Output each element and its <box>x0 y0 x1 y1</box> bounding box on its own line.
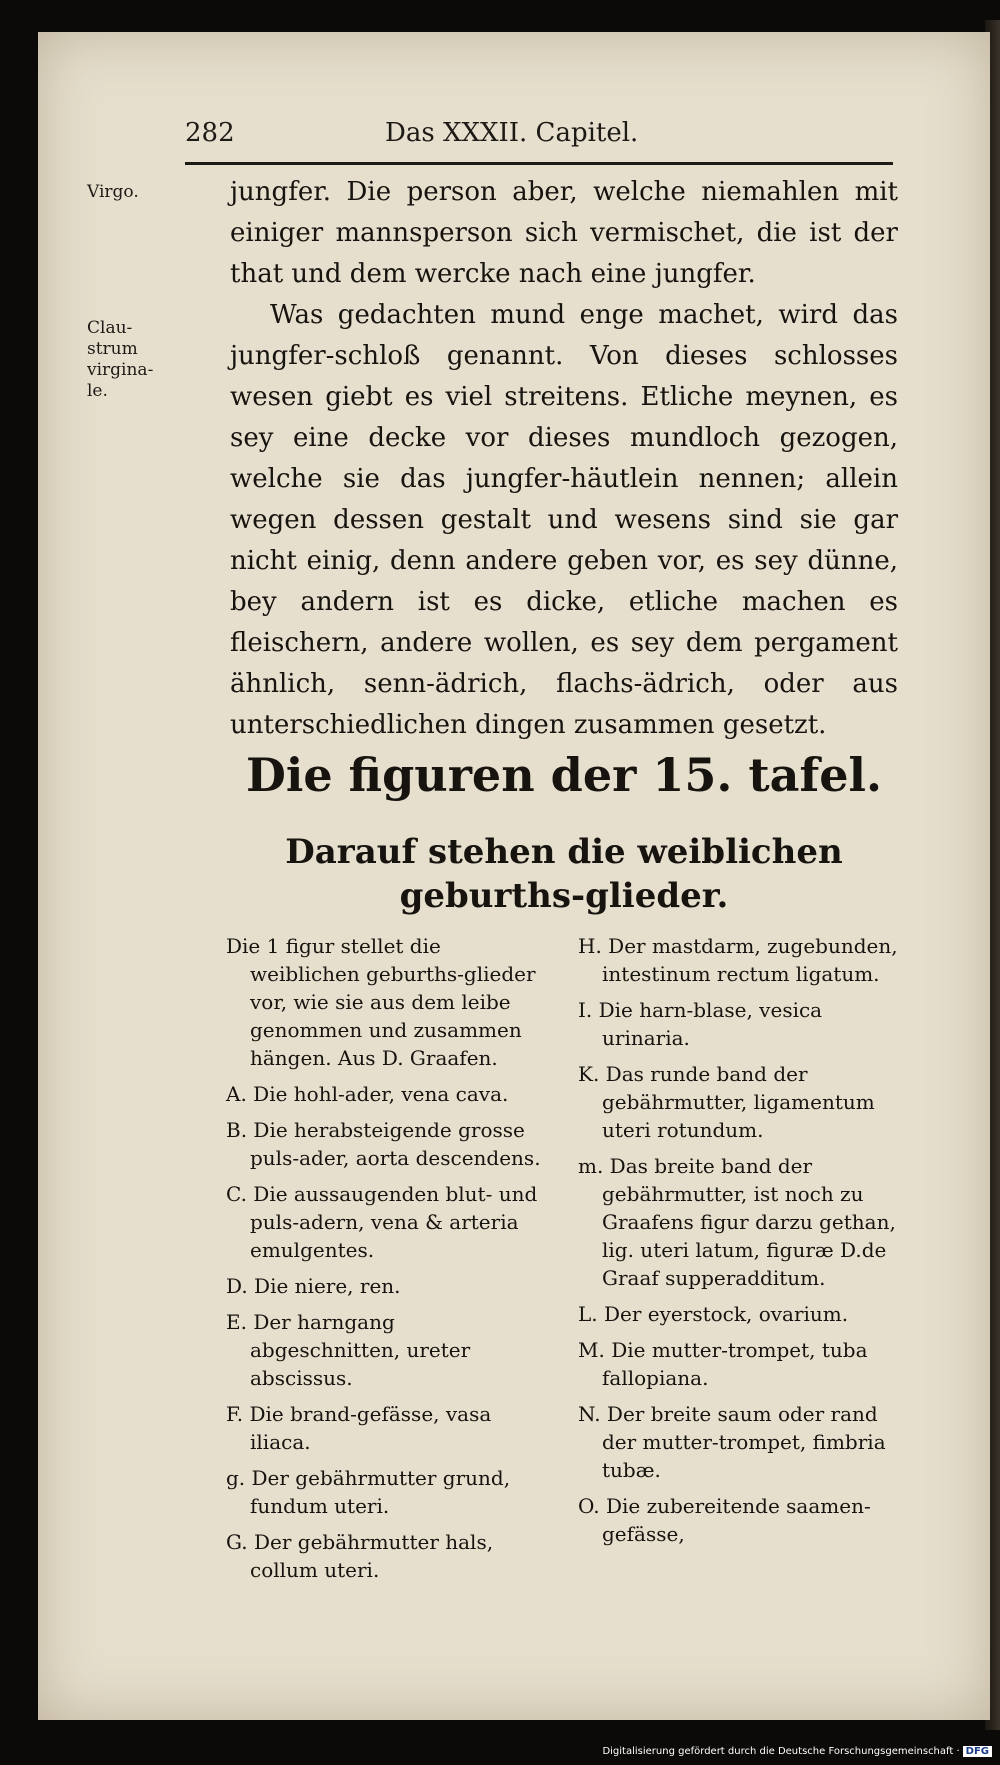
legend-entry: B. Die herabsteigende grosse puls-ader, aorta descendens. <box>226 1118 541 1170</box>
section-title: Die figuren der 15. tafel. <box>246 748 882 802</box>
legend-entry: I. Die harn-blase, vesica urinaria. <box>578 998 823 1050</box>
legend-entry: D. Die niere, ren. <box>226 1274 401 1298</box>
legend-entry: H. Der mastdarm, zugebunden, intestinum rectum ligatum. <box>578 934 898 986</box>
legend-entry: N. Der breite saum oder rand der mutter-trompet, fimbria tubæ. <box>578 1402 886 1482</box>
legend-entry: g. Der gebährmutter grund, fundum uteri. <box>226 1466 511 1518</box>
legend-entry: O. Die zubereitende saamen-gefässe, <box>578 1494 871 1546</box>
credit-text: Digitalisierung gefördert durch die Deutsche Forschungsgemeinschaft · <box>602 1746 960 1757</box>
legend-entry: E. Der harngang abgeschnitten, ureter abscissus. <box>226 1310 471 1390</box>
legend-entry: Die 1 figur stellet die weiblichen geburths-glieder vor, wie sie aus dem leibe genommen und zusammen hängen. Aus D. Graafen. <box>226 934 536 1070</box>
margin-note-claustrum: Clau- strum virgina- le. <box>87 318 154 401</box>
legend-entry: G. Der gebährmutter hals, collum uteri. <box>226 1530 494 1582</box>
paragraph: Was gedachten mund enge machet, wird das jungfer-schloß genannt. Von dieses schlosses wesen giebt es viel streitens. Etliche meynen, es sey eine decke vor dieses mundloch gezogen, welche sie das jungfer-häutlein nennen; allein wegen dessen gestalt und wesens sind sie gar nicht einig, denn andere geben vor, es sey dünne, bey andern ist es dicke, etliche machen es fleischern, andere wollen, es sey dem pergament ähnlich, senn-ädrich, flachs-ädrich, oder aus unterschiedlichen dingen zusammen gesetzt. <box>230 300 898 740</box>
running-title: Das XXXII. Capitel. <box>385 118 639 148</box>
legend-entry: M. Die mutter-trompet, tuba fallopiana. <box>578 1338 868 1390</box>
body-text <box>230 172 898 746</box>
legend-entry: K. Das runde band der gebährmutter, ligamentum uteri rotundum. <box>578 1062 875 1142</box>
section-subtitle: Darauf stehen die weiblichen geburths-glieder. <box>285 832 843 916</box>
digitization-credit <box>602 1746 992 1757</box>
legend-column-right <box>578 932 898 1556</box>
page-number: 282 <box>185 118 235 148</box>
paragraph: jungfer. Die person aber, welche niemahlen mit einiger mannsperson sich vermischet, die ist der that und dem wercke nach eine jungfer. <box>230 177 898 289</box>
margin-note-virgo: Virgo. <box>87 182 139 202</box>
page-header <box>185 118 893 165</box>
legend-entry: C. Die aussaugenden blut- und puls-adern, vena & arteria emulgentes. <box>226 1182 538 1262</box>
legend-entry: F. Die brand-gefässe, vasa iliaca. <box>226 1402 492 1454</box>
legend-entry: A. Die hohl-ader, vena cava. <box>226 1082 509 1106</box>
legend-entry: L. Der eyerstock, ovarium. <box>578 1302 849 1326</box>
dfg-logo: DFG <box>963 1746 992 1757</box>
legend-column-left <box>226 932 551 1592</box>
legend-entry: m. Das breite band der gebährmutter, ist noch zu Graafens figur darzu gethan, lig. uteri latum, figuræ D.de Graaf supperadditum. <box>578 1154 896 1290</box>
